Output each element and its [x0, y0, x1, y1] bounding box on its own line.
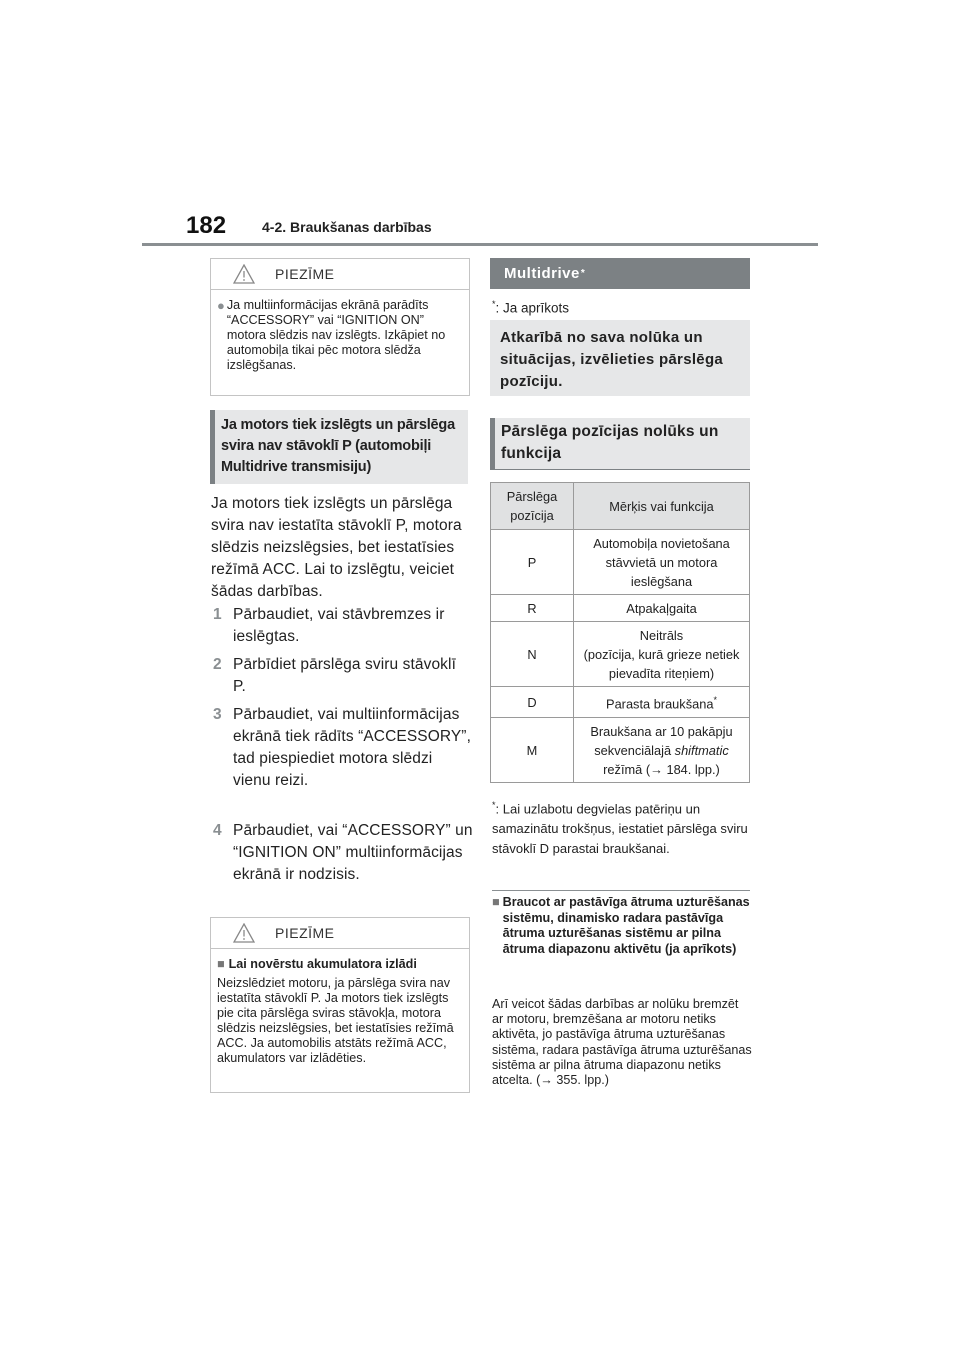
function-line: (pozīcija, kurā grieze netiek pievadīta riteņiem) [583, 646, 740, 681]
multidrive-heading [490, 258, 750, 289]
section-title: 4-2. Braukšanas darbības [262, 219, 432, 235]
purpose-heading-text: Pārslēga pozīcijas nolūks un funkcija [501, 423, 719, 462]
page-number: 182 [186, 212, 227, 239]
function-text: režīmā (→ 184. lpp.) [603, 761, 720, 777]
asterisk: * [492, 299, 496, 309]
table-cell-function [574, 718, 750, 783]
step-number: 3 [213, 706, 222, 723]
table-row [491, 530, 750, 595]
warning-triangle-icon [233, 923, 255, 943]
note-header [211, 259, 469, 290]
note-subtitle-row [217, 957, 461, 972]
asterisk: * [492, 800, 496, 810]
note-body [211, 949, 469, 1072]
square-bullet-icon: ■ [217, 957, 225, 971]
note-title: PIEZĪME [275, 925, 335, 941]
equipped-footnote [492, 299, 569, 316]
table-cell-position: N [491, 622, 574, 687]
step-3 [213, 704, 473, 792]
table-row [491, 687, 750, 718]
subsection-heading-text: Ja motors tiek izslēgts un pārslēga svira nav stāvoklī P (automobiļi Multidrive transmisiju) [221, 417, 455, 475]
table-cell-position: P [491, 530, 574, 595]
table-cell-function: Atpakaļgaita [574, 595, 750, 622]
step-4 [213, 820, 473, 886]
shift-position-table [490, 482, 750, 783]
note-text: Neizslēdziet motoru, ja pārslēga svira nav iestatīta stāvoklī P. Ja motors tiek izslēgts pie cita pārslēga sviras stāvokļa, motora slēdzis neizslēgsies, bet iestatīsies režīmā ACC. Ja automobilis atstāts režīmā ACC, akumulators var izlādēties. [217, 976, 454, 1065]
function-text: Braukšana ar 10 pakāpju sekvenciālajā [590, 723, 733, 758]
table-header-cell: Pārslēga pozīcija [491, 483, 574, 530]
table-header-cell: Mērķis vai funkcija [574, 483, 750, 530]
table-row [491, 718, 750, 783]
note-box-battery [210, 917, 470, 1093]
function-italic: shiftmatic [674, 742, 729, 758]
function-text: Parasta braukšana [606, 696, 714, 712]
note-text: Ja multiinformācijas ekrānā parādīts “ACCESSORY” vai “IGNITION ON” motora slēdzis nav izslēgts. Izkāpiet no automobiļa tikai pēc motora slēdža izslēgšanas. [226, 298, 446, 372]
note-header [211, 918, 469, 949]
table-footnote [492, 795, 752, 859]
table-cell-function: Automobiļa novietošana stāvvietā un motora ieslēgšana [574, 530, 750, 595]
table-cell-function [574, 622, 750, 687]
step-1 [213, 604, 473, 648]
note-subtitle: Lai novērstu akumulatora izlādi [228, 957, 417, 971]
section-divider [492, 890, 750, 891]
step-text: Pārbīdiet pārslēga sviru stāvoklī P. [233, 656, 456, 695]
choose-position-box [490, 320, 750, 396]
multidrive-title: Multidrive [504, 265, 580, 282]
choose-position-text: Atkarībā no sava nolūka un situācijas, izvēlieties pārslēga pozīciju. [500, 329, 724, 390]
warning-triangle-icon [233, 264, 255, 284]
cruise-control-heading-text: Braucot ar pastāvīga ātruma uzturēšanas sistēmu, dinamisko radara pastāvīga ātruma uzturēšanas sistēmu ar pilna ātruma diapazonu aktivētu (ja aprīkots) [502, 895, 750, 956]
note-title: PIEZĪME [275, 266, 335, 282]
intro-paragraph: Ja motors tiek izslēgts un pārslēga svira nav iestatīta stāvoklī P, motora slēdzis neizslēgsies, bet iestatīsies režīmā ACC. Lai to izslēgtu, veiciet šādas darbības. [211, 495, 462, 600]
table-cell-position: R [491, 595, 574, 622]
step-text: Pārbaudiet, vai stāvbremzes ir ieslēgtas. [233, 606, 445, 645]
table-cell-position: M [491, 718, 574, 783]
step-number: 4 [213, 822, 222, 839]
footnote-text: : Ja aprīkots [495, 300, 570, 316]
table-row [491, 622, 750, 687]
bullet-icon: ● [217, 298, 225, 313]
table-header-row [491, 483, 750, 530]
note-body [211, 290, 469, 379]
function-line: Neitrāls [639, 627, 684, 643]
note-box-exit [210, 258, 470, 396]
header-rule [142, 243, 818, 246]
asterisk: * [580, 268, 586, 279]
table-row [491, 595, 750, 622]
table-footnote-text: : Lai uzlabotu degvielas patēriņu un samazinātu trokšņus, iestatiet pārslēga sviru stāvoklī D parastai braukšanai. [492, 801, 748, 857]
step-2 [213, 654, 473, 698]
step-number: 2 [213, 656, 222, 673]
square-bullet-icon: ■ [492, 895, 500, 909]
step-text: Pārbaudiet, vai multiinformācijas ekrānā tiek rādīts “ACCESSORY”, tad piespiediet motora slēdzi vienu reizi. [233, 706, 471, 789]
cruise-control-body: Arī veicot šādas darbības ar nolūku bremzēt ar motoru, bremzēšana ar motoru netiks aktivēta, jo pastāvīga ātruma uzturēšanas sistēma, radara pastāvīga ātruma uzturēšanas sistēma ar pilna ātruma diapazonu netiks atcelta. (→ 355. lpp.) [492, 997, 752, 1088]
step-number: 1 [213, 606, 222, 623]
cruise-control-heading [492, 895, 750, 957]
purpose-heading [490, 418, 750, 470]
subsection-heading [210, 410, 468, 484]
asterisk: * [713, 694, 717, 705]
table-cell-function [574, 687, 750, 718]
step-text: Pārbaudiet, vai “ACCESSORY” un “IGNITION ON” multiinformācijas ekrānā ir nodzisis. [233, 822, 473, 883]
table-cell-position: D [491, 687, 574, 718]
